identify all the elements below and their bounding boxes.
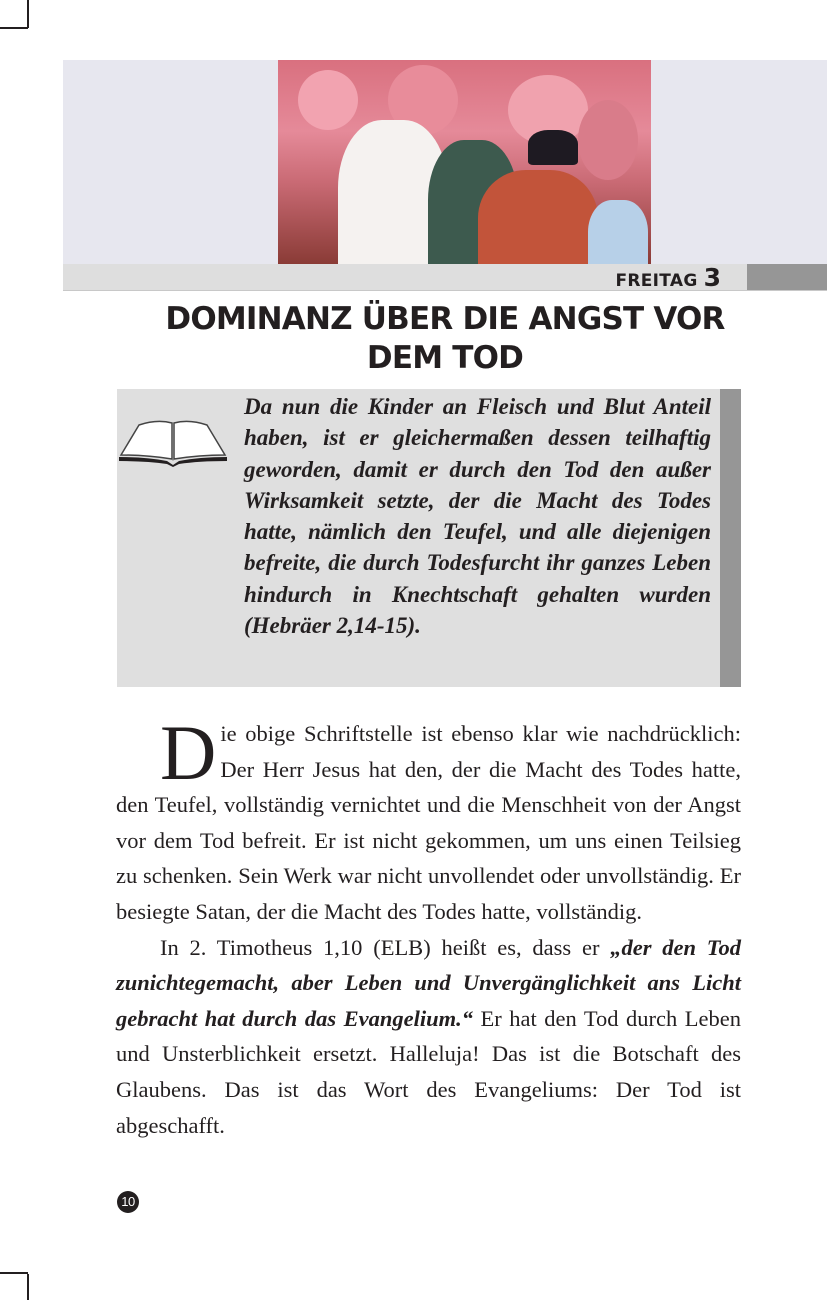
- open-book-icon: [117, 411, 229, 467]
- title-line-2: DEM TOD: [366, 340, 524, 376]
- page-number: 10: [117, 1191, 139, 1213]
- paragraph-2-quote: „der den Tod zunichtegemacht, aber Leben und Unvergänglichkeit ans Licht gebracht hat durch das Evangelium.“: [116, 934, 741, 1031]
- day-number: 3: [703, 263, 721, 292]
- day-label: [615, 264, 721, 290]
- drop-cap: D: [160, 709, 217, 796]
- day-bar-accent: [747, 264, 827, 290]
- paragraph-1-text: ie obige Schriftstelle ist ebenso klar wie nachdrücklich: Der Herr Jesus hat den, der die Macht des Todes hatte, den Teufel, vollständig vernichtet und die Menschheit von der Angst vor dem Tod befreit. Er ist nicht gekommen, um uns einen Teilsieg zu schenken. Sein Werk war nicht unvollendet oder unvollständig. Er besiegte Satan, der die Macht des Todes hatte, vollständig.: [116, 721, 741, 924]
- crop-mark-top-left-v: [27, 0, 29, 28]
- header-photo: [278, 60, 651, 264]
- paragraph-2-intro: In 2. Timotheus 1,10 (ELB) heißt es, dass er: [160, 934, 611, 960]
- paragraph-1: [116, 709, 741, 930]
- paragraph-2-text: Er hat den Tod durch Leben und Unsterblichkeit ersetzt. Halleluja! Das ist die Botschaft des Glaubens. Das ist das Wort des Evangeliums: Der Tod ist abgeschafft.: [116, 1005, 741, 1138]
- day-weekday: FREITAG: [615, 271, 698, 291]
- page-title: [63, 300, 827, 378]
- scripture-box: [117, 389, 720, 687]
- crop-mark-bottom-left-v: [27, 1274, 29, 1300]
- crop-mark-top-left-h: [0, 27, 28, 29]
- scripture-text: Da nun die Kinder an Fleisch und Blut Anteil haben, ist er gleichermaßen dessen teilhaftig geworden, damit er durch den Tod den außer Wirksamkeit setzte, der die Macht des Todes hatte, nämlich den Teufel, und alle diejenigen befreite, die durch Todesfurcht ihr ganzes Leben hindurch in Knechtschaft gehalten wurden (Hebräer 2,14-15).: [244, 394, 711, 639]
- body-text: [116, 709, 741, 1143]
- day-bar: [63, 264, 827, 291]
- title-line-1: DOMINANZ ÜBER DIE ANGST VOR: [165, 301, 725, 337]
- scripture-box-accent-bar: [720, 389, 741, 687]
- paragraph-2: [116, 930, 741, 1144]
- crop-mark-bottom-left-h: [0, 1272, 28, 1274]
